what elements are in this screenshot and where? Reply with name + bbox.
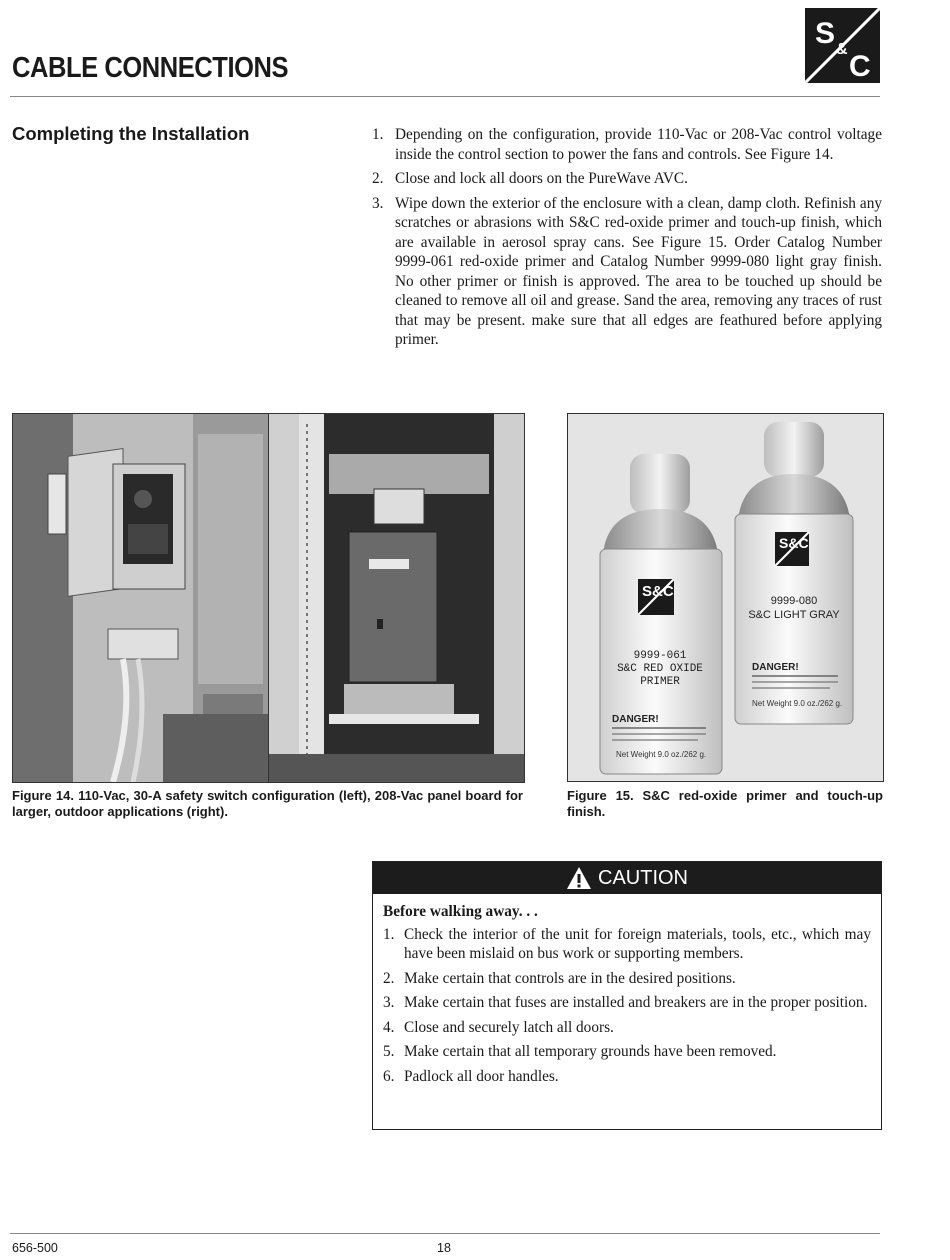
list-item (372, 169, 882, 189)
caution-body (373, 894, 881, 1086)
item-number: 5. (383, 1043, 395, 1060)
list-item (383, 1067, 871, 1087)
item-number: 2. (383, 969, 395, 987)
svg-text:DANGER!: DANGER! (752, 662, 799, 673)
list-item (383, 1042, 871, 1062)
list-item (372, 194, 882, 350)
figure15-photo (567, 413, 884, 782)
item-number: 4. (383, 1018, 395, 1036)
step-text: Close and lock all doors on the PureWave AVC. (395, 170, 688, 187)
item-number: 6. (383, 1067, 395, 1085)
svg-text:S&C RED OXIDE: S&C RED OXIDE (617, 663, 703, 675)
figure14-right-photo (268, 413, 525, 783)
figure14-caption: Figure 14. 110-Vac, 30-A safety switch configuration (left), 208-Vac panel board for larger, outdoor applications (right). (12, 788, 523, 819)
item-text: Make certain that controls are in the desired positions. (404, 969, 736, 987)
footer-divider (10, 1233, 880, 1234)
step-text: Depending on the configuration, provide 110-Vac or 208-Vac control voltage inside the control section to power the fans and controls. See Figure 14. (395, 126, 882, 163)
svg-text:C: C (849, 50, 871, 83)
document-number: 656-500 (12, 1241, 58, 1255)
list-item (383, 1018, 871, 1038)
figure15-caption: Figure 15. S&C red-oxide primer and touch-up finish. (567, 788, 883, 819)
page-title: CABLE CONNECTIONS (12, 52, 289, 84)
item-text: Make certain that fuses are installed and breakers are in the proper position. (404, 994, 868, 1011)
step-number: 1. (372, 126, 384, 143)
list-item (383, 925, 871, 964)
item-number: 3. (383, 994, 395, 1011)
header-divider (10, 96, 880, 97)
svg-text:S&C: S&C (779, 535, 809, 551)
step-text: Wipe down the exterior of the enclosure with a clean, damp cloth. Refinish any scratches or abrasions with S&C red-oxide primer and touch-up finish, which are available in aerosol spray cans. See Figure 15. Order Catalog Number 9999-061 red-oxide primer and Catalog Number 9999-080 light gray finish. No other primer or finish is approved. The area to be touched up should be cleaned to remove all oil and grease. Sand the area, removing any traces of rust that may be present. make sure that all edges are feathured before applying primer. (395, 194, 882, 348)
svg-text:9999-061: 9999-061 (633, 650, 687, 662)
svg-text:Net Weight 9.0 oz./262 g.: Net Weight 9.0 oz./262 g. (752, 699, 843, 708)
item-text: Make certain that all temporary grounds have been removed. (404, 1043, 777, 1060)
item-text: Padlock all door handles. (404, 1067, 559, 1085)
item-number: 1. (383, 925, 395, 943)
page-number: 18 (437, 1241, 451, 1255)
list-item (383, 969, 871, 989)
svg-text:&: & (836, 41, 848, 58)
figure14-left-photo (12, 413, 269, 783)
svg-text:9999-080: 9999-080 (770, 595, 818, 607)
svg-text:DANGER!: DANGER! (612, 714, 659, 725)
item-text: Close and securely latch all doors. (404, 1018, 614, 1036)
svg-text:S&C: S&C (642, 583, 674, 600)
caution-header (373, 862, 881, 894)
warning-triangle-icon (566, 866, 592, 890)
caution-box (372, 861, 882, 1130)
svg-text:PRIMER: PRIMER (640, 676, 680, 688)
list-item (372, 125, 882, 164)
section-heading: Completing the Installation (12, 123, 250, 144)
caution-intro: Before walking away. . . (383, 903, 538, 920)
item-text: Check the interior of the unit for foreign materials, tools, etc., which may have been mislaid on bus work or supporting members. (404, 925, 871, 962)
installation-steps (372, 125, 882, 355)
step-number: 2. (372, 170, 384, 187)
svg-text:S: S (815, 17, 836, 50)
svg-text:Net Weight 9.0 oz./262 g.: Net Weight 9.0 oz./262 g. (616, 750, 707, 759)
caution-title: CAUTION (598, 866, 688, 889)
svg-text:S&C LIGHT GRAY: S&C LIGHT GRAY (748, 609, 840, 621)
step-number: 3. (372, 194, 384, 212)
sc-logo (805, 8, 880, 83)
list-item (383, 993, 871, 1013)
